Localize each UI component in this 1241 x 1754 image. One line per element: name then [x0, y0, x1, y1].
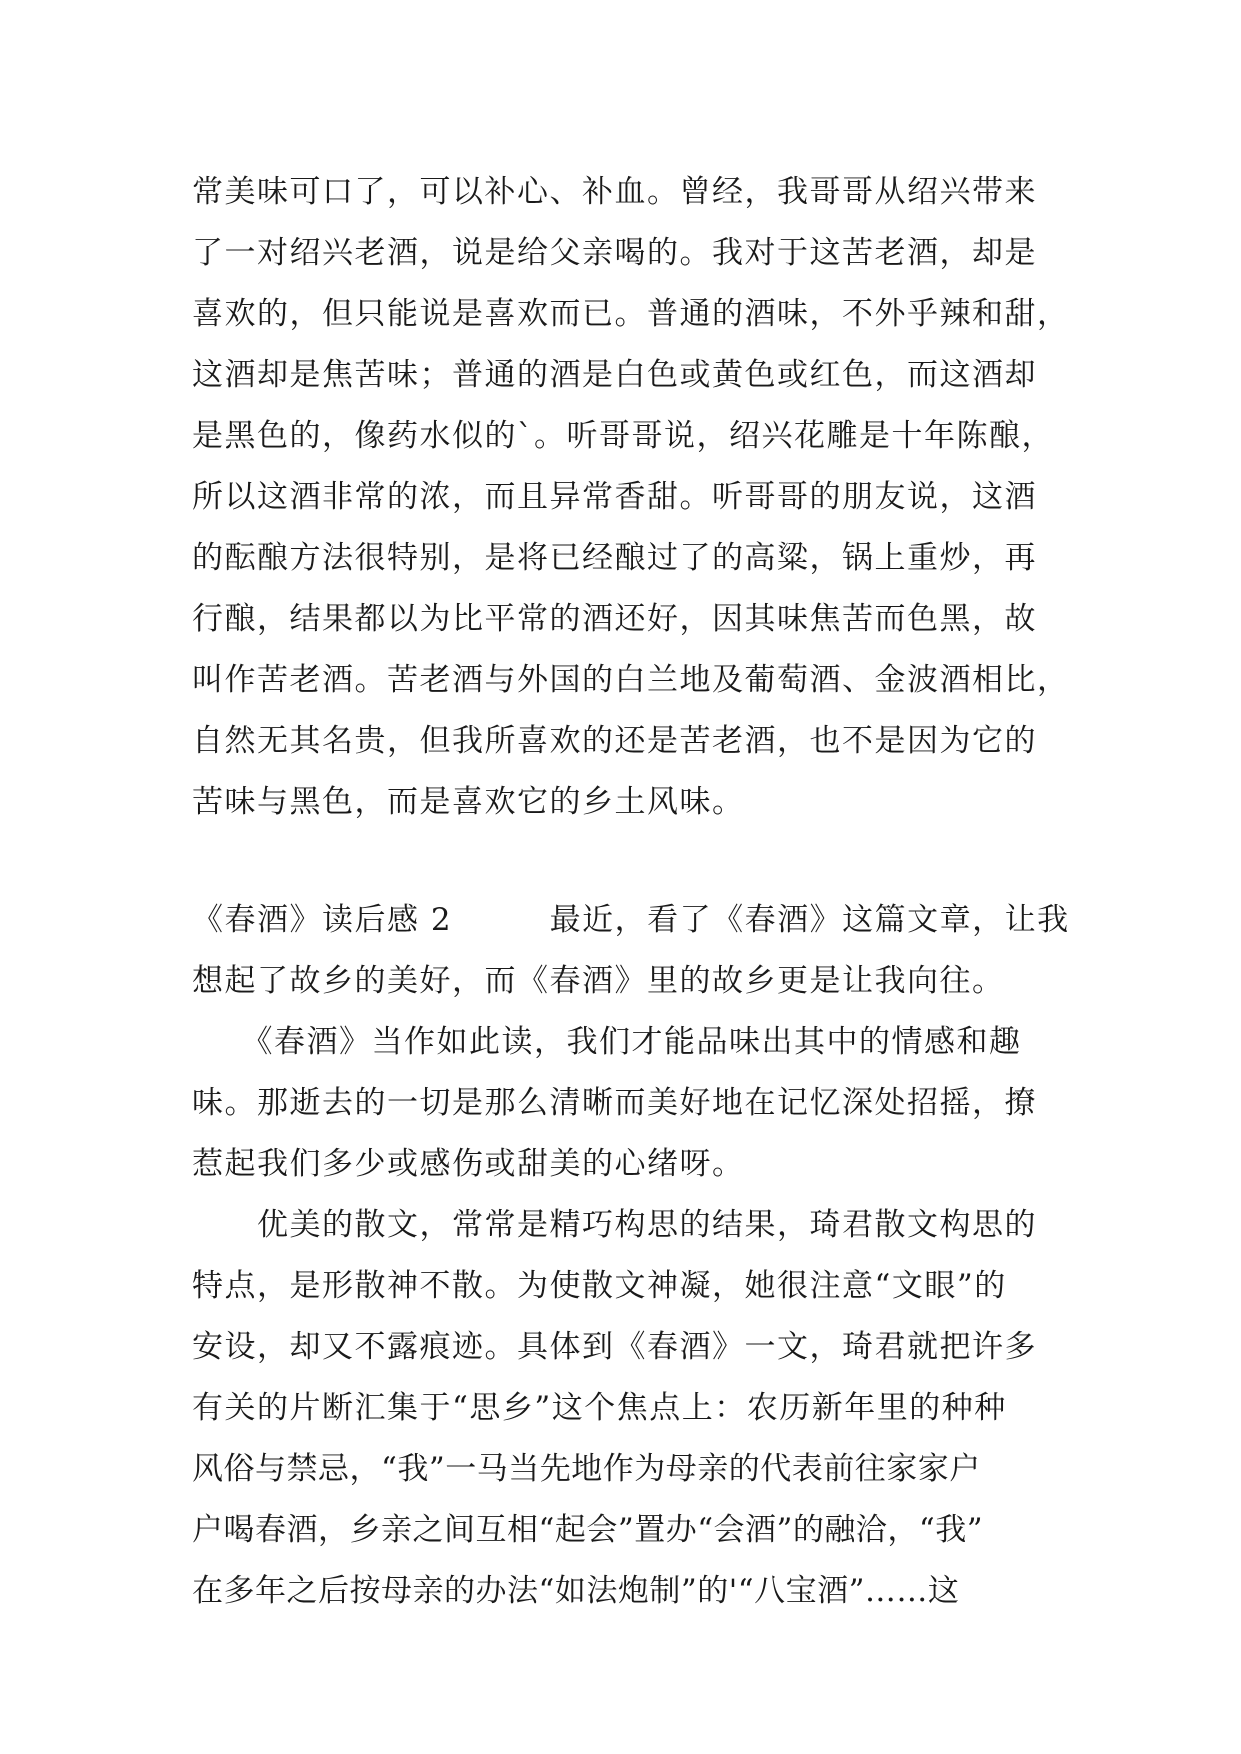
paragraph-line: 想起了故乡的美好，而《春酒》里的故乡更是让我向往。 [192, 963, 1005, 999]
paragraph-line: 户喝春酒，乡亲之间互相“起会”置办“会酒”的融洽，“我” [192, 1512, 984, 1548]
paragraph-line: 《春酒》当作如此读，我们才能品味出其中的情感和趣 [192, 1024, 1022, 1060]
paragraph-line: 所以这酒非常的浓，而且异常香甜。听哥哥的朋友说，这酒 [192, 479, 1037, 515]
paragraph-line: 是黑色的，像药水似的`。听哥哥说，绍兴花雕是十年陈酿， [192, 418, 1054, 454]
paragraph-line: 在多年之后按母亲的办法“如法炮制”的'“八宝酒”……这 [192, 1573, 960, 1609]
paragraph-line: 喜欢的，但只能说是喜欢而已。普通的酒味，不外乎辣和甜， [192, 296, 1070, 332]
paragraph-line: 特点，是形散神不散。为使散文神凝，她很注意“文眼”的 [192, 1268, 1007, 1304]
paragraph-line: 有关的片断汇集于“思乡”这个焦点上：农历新年里的种种 [192, 1390, 1007, 1426]
section-1 [192, 162, 1070, 833]
paragraph-line: 风俗与禁忌，“我”一马当先地作为母亲的代表前往家家户 [192, 1451, 981, 1487]
paragraph-line: 优美的散文，常常是精巧构思的结果，琦君散文构思的 [192, 1207, 1037, 1243]
paragraph-line: 叫作苦老酒。苦老酒与外国的白兰地及葡萄酒、金波酒相比， [192, 662, 1070, 698]
section-gap [192, 833, 1058, 890]
paragraph-line: 惹起我们多少或感伤或甜美的心绪呀。 [192, 1146, 745, 1182]
paragraph-line: 常美味可口了，可以补心、补血。曾经，我哥哥从绍兴带来 [192, 174, 1037, 210]
paragraph-line: 这酒却是焦苦味；普通的酒是白色或黄色或红色，而这酒却 [192, 357, 1037, 393]
paragraph-line: 的酝酿方法很特别，是将已经酿过了的高粱，锅上重炒，再 [192, 540, 1037, 576]
paragraph-line: 自然无其名贵，但我所喜欢的还是苦老酒，也不是因为它的 [192, 723, 1037, 759]
paragraph-line: 了一对绍兴老酒，说是给父亲喝的。我对于这苦老酒，却是 [192, 235, 1037, 271]
document-body [192, 162, 1070, 1622]
section-heading-line: 《春酒》读后感 2 最近，看了《春酒》这篇文章，让我 [192, 902, 1070, 938]
paragraph-line: 行酿，结果都以为比平常的酒还好，因其味焦苦而色黑，故 [192, 601, 1037, 637]
paragraph-line: 味。那逝去的一切是那么清晰而美好地在记忆深处招摇，撩 [192, 1085, 1037, 1121]
paragraph-line: 苦味与黑色，而是喜欢它的乡土风味。 [192, 784, 745, 820]
section-2 [192, 890, 1070, 1622]
paragraph-line: 安设，却又不露痕迹。具体到《春酒》一文，琦君就把许多 [192, 1329, 1037, 1365]
